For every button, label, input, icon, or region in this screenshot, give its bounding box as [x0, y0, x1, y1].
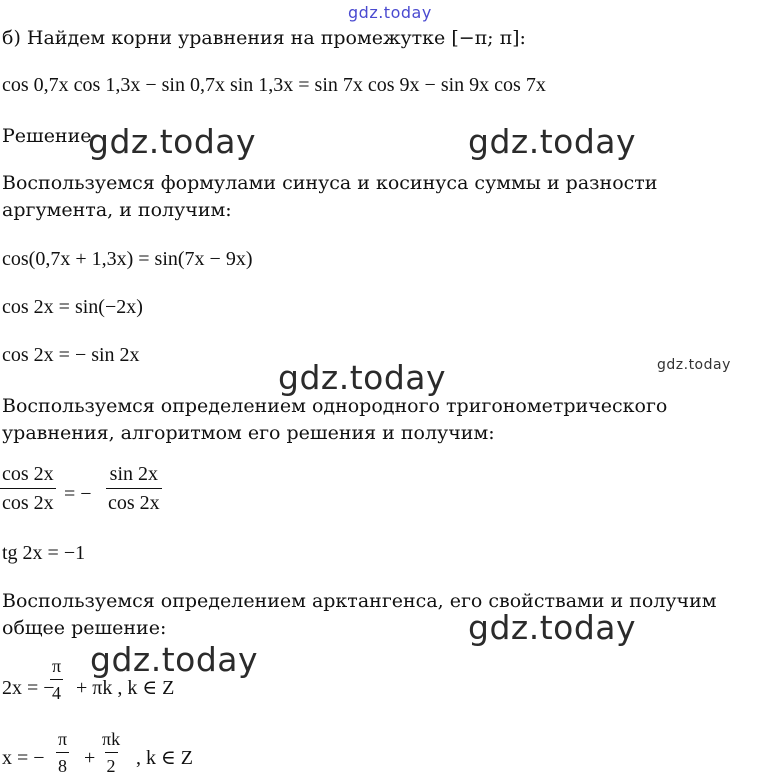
- solution-x-fraction-2: [100, 729, 122, 776]
- step3-text: Воспользуемся определением арктангенса, его свойствами и получим общее решение:: [2, 590, 717, 639]
- fraction-denominator: 4: [50, 679, 63, 703]
- watermark-small: gdz.today: [657, 357, 731, 373]
- equation-simplified: cos 2x = sin(−2x): [2, 296, 143, 318]
- solution-2x-fraction: [50, 656, 63, 703]
- fraction-denominator: cos 2x: [106, 488, 162, 514]
- watermark: gdz.today: [278, 358, 447, 397]
- fraction-denominator: 2: [105, 752, 118, 776]
- fraction-numerator: sin 2x: [109, 463, 158, 485]
- solution-label: Решение: [2, 125, 92, 147]
- equation-tangent: tg 2x = −1: [2, 542, 86, 564]
- solution-x-lhs: x = −: [2, 747, 45, 769]
- watermark: gdz.today: [90, 640, 259, 679]
- fraction-denominator: cos 2x: [0, 488, 56, 514]
- solution-x-plus: +: [84, 747, 96, 769]
- solution-2x-rest: + πk , k ∈ Z: [76, 677, 175, 699]
- given-equation: cos 0,7x cos 1,3x − sin 0,7x sin 1,3x = sin 7x cos 9x − sin 9x cos 7x: [2, 74, 546, 96]
- problem-heading: б) Найдем корни уравнения на промежутке [−π; π]:: [2, 27, 526, 49]
- watermark: gdz.today: [88, 122, 257, 161]
- solution-x-rest: , k ∈ Z: [136, 747, 194, 769]
- watermark: gdz.today: [468, 608, 637, 647]
- watermark: gdz.today: [468, 122, 637, 161]
- solution-x-fraction-1: [56, 729, 69, 776]
- fraction-equals: = −: [64, 483, 92, 505]
- fraction-numerator: π: [58, 729, 68, 749]
- equation-odd-sine: cos 2x = − sin 2x: [2, 344, 140, 366]
- fraction-numerator: πk: [102, 729, 121, 749]
- fraction-denominator: 8: [56, 752, 69, 776]
- step1-text: Воспользуемся формулами синуса и косинуса суммы и разности аргумента, и получим:: [2, 172, 658, 221]
- solution-2x-lhs: 2x = −: [2, 677, 55, 699]
- fraction-lhs: [0, 463, 56, 514]
- step2-text: Воспользуемся определением однородного тригонометрического уравнения, алгоритмом его решения и получим:: [2, 395, 668, 444]
- fraction-rhs: [106, 463, 162, 514]
- watermark-top: gdz.today: [348, 3, 432, 22]
- fraction-numerator: π: [52, 656, 62, 676]
- equation-sum-formula: cos(0,7x + 1,3x) = sin(7x − 9x): [2, 248, 253, 270]
- fraction-numerator: cos 2x: [2, 463, 54, 485]
